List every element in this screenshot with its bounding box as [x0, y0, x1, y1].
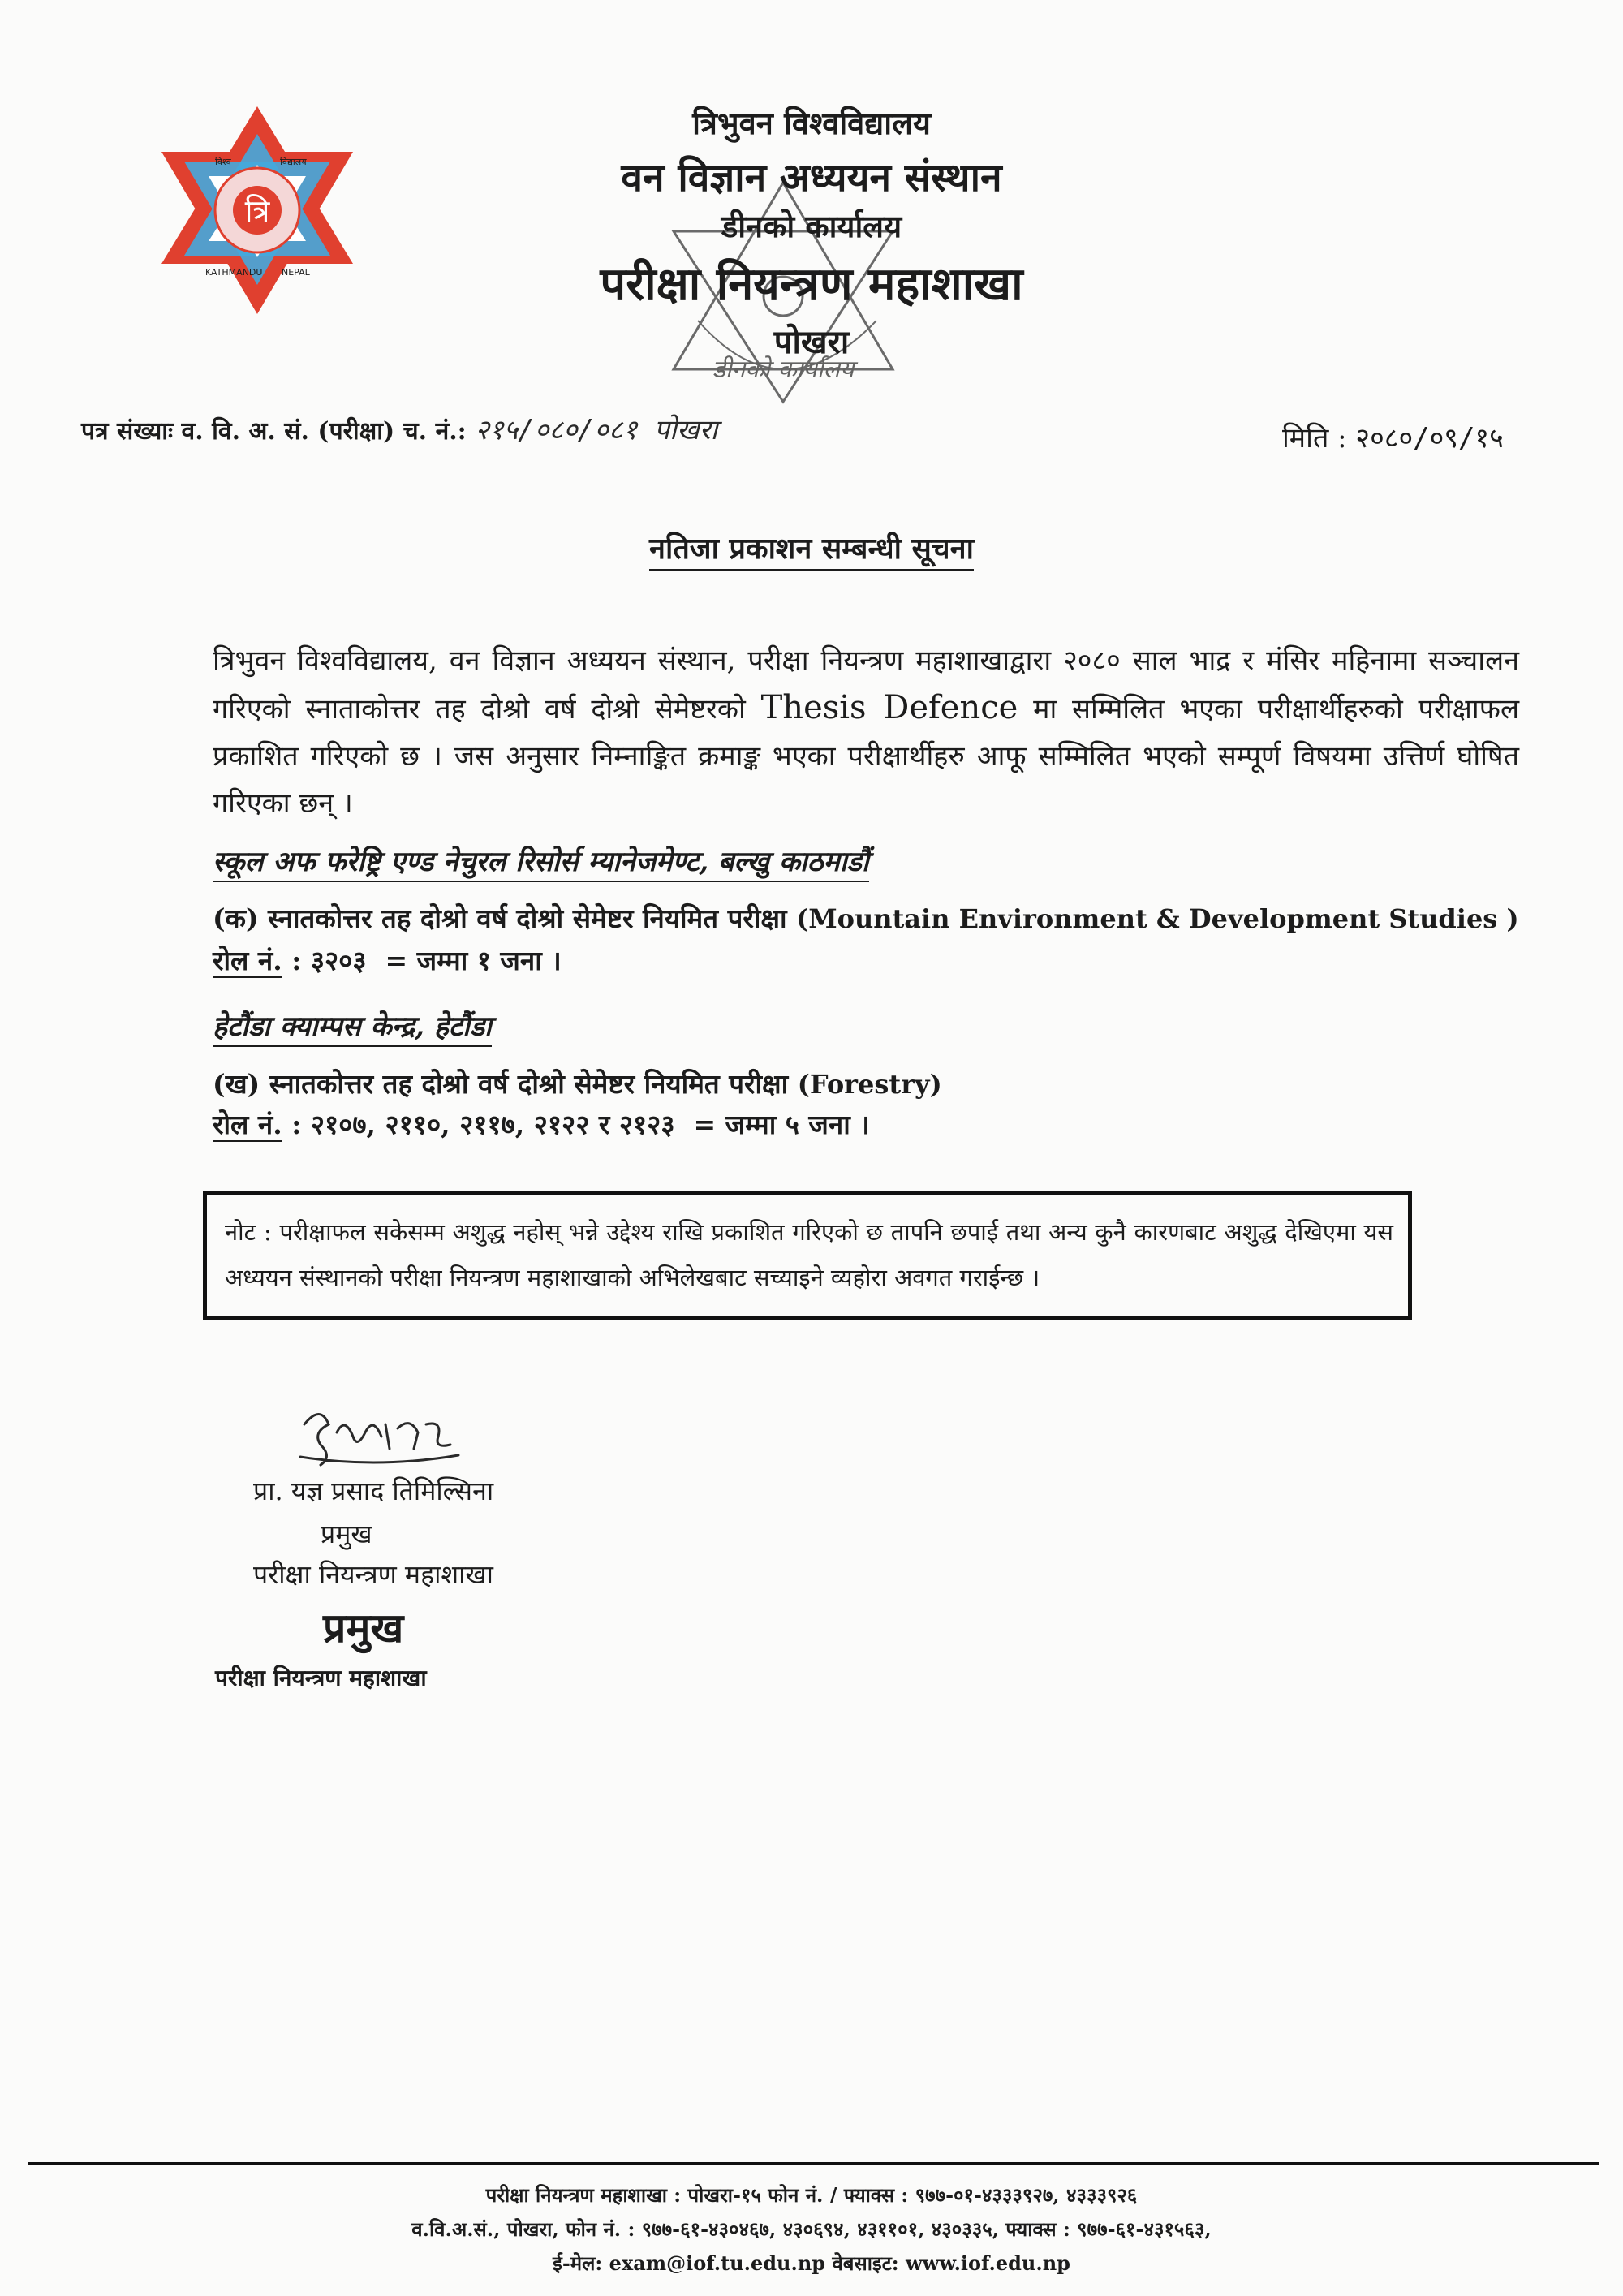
exam-line [213, 1065, 942, 1101]
svg-text:डीनको कार्यालय: डीनको कार्यालय [712, 355, 855, 384]
body-thesis-defence: Thesis Defence [760, 689, 1018, 726]
reference-number [81, 410, 717, 447]
section-heading [213, 1006, 492, 1044]
division-name: परीक्षा नियन्त्रण महाशाखा [600, 257, 1023, 311]
footer-contact-line: परीक्षा नियन्त्रण महाशाखा : पोखरा-१५ फोन नं. / फ्याक्स : ९७७-०१-४३३३९२७, ४३३३९२६ [485, 2183, 1138, 2207]
notice-body [213, 637, 1519, 827]
roll-label: रोल नं. [213, 1109, 282, 1140]
roll-line [213, 1105, 870, 1142]
exam-line [213, 899, 1519, 936]
logo-nepal-text: NEPAL [282, 267, 310, 278]
exam-name: (क) स्नातकोत्तर तह दोश्रो वर्ष दोश्रो सेमेष्टर नियमित परीक्षा [213, 902, 787, 934]
roll-numbers: : २१०७, २११०, २११७, २१२२ र २१२३ [291, 1109, 675, 1140]
roll-line [213, 941, 562, 978]
date-value: २०८०/०९/१५ [1355, 422, 1504, 454]
city-name: पोखरा [773, 323, 850, 361]
institute-name: वन विज्ञान अध्ययन संस्थान [621, 155, 1002, 200]
svg-text:विश्व: विश्व [215, 157, 231, 167]
section-heading-text: हेटौंडा क्याम्पस केन्द्र, हेटौंडा [213, 1010, 492, 1047]
roll-label: रोल नं. [213, 945, 282, 976]
notice-title [0, 528, 1623, 567]
note-text: नोट : परीक्षाफल सकेसम्म अशुद्ध नहोस् भन्ने उद्देश्य राखि प्रकाशित गरिएको छ तापनि छपाई तथा अन्य कुनै कारणबाट अशुद्ध देखिएमा यस अध्ययन संस्थानको परीक्षा नियन्त्रण महाशाखाको अभिलेखबाट सच्याइने व्यहोरा अवगत गराईन्छ । [225, 1218, 1393, 1291]
signatory-office: परीक्षा नियन्त्रण महाशाखा [253, 1559, 493, 1590]
seal-title: प्रमुख [323, 1605, 404, 1652]
svg-text:विद्यालय: विद्यालय [280, 157, 307, 167]
signatory-role: प्रमुख [321, 1518, 372, 1549]
roll-total: = जम्मा ५ जना । [693, 1109, 870, 1140]
program-name: (Forestry) [797, 1069, 942, 1100]
handwritten-signature-icon [296, 1400, 467, 1473]
notice-title-text: नतिजा प्रकाशन सम्बन्धी सूचना [649, 532, 974, 571]
footer-email-web: ई-मेल: exam@iof.tu.edu.np वेबसाइट: www.iof.edu.np [553, 2251, 1070, 2275]
exam-name: (ख) स्नातकोत्तर तह दोश्रो वर्ष दोश्रो सेमेष्टर नियमित परीक्षा [213, 1068, 789, 1100]
section-heading-text: स्कूल अफ फरेष्ट्रि एण्ड नेचुरल रिसोर्स म्यानेजमेण्ट, बल्खु काठमाडौं [213, 846, 869, 882]
signatory-name: प्रा. यज्ञ प्रसाद तिमिल्सिना [253, 1475, 494, 1506]
reference-value: २१५/०८०/०८१ पोखरा [475, 414, 718, 446]
logo-kathmandu-text: KATHMANDU [205, 267, 263, 278]
note-box [203, 1191, 1412, 1320]
dean-office: डीनको कार्यालय [721, 208, 902, 244]
section-heading [213, 842, 869, 879]
body-part-2: मा सम्मिलित भएका परीक्षार्थीहरुको परीक्षाफल प्रकाशित गरिएको छ । जस अनुसार निम्नाङ्कित क्रमाङ्क भएका परीक्षार्थीहरु आफू सम्मिलित भएको सम्पूर्ण विषयमा उत्तिर्ण घोषित गरिएका छन् । [213, 693, 1519, 820]
footer-divider [28, 2162, 1599, 2165]
date-label: मिति : [1282, 422, 1347, 454]
university-name: त्रिभुवन विश्वविद्यालय [692, 105, 931, 141]
footer-contact-line: व.वि.अ.सं., पोखरा, फोन नं. : ९७७-६१-४३०४६७, ४३०६९४, ४३११०१, ४३०३३५, फ्याक्स : ९७७-६१-४३१५६३, [411, 2217, 1212, 2241]
program-name: (Mountain Environment & Development Studies ) [796, 903, 1519, 934]
roll-numbers: : ३२०३ [291, 945, 367, 976]
svg-text:त्रि: त्रि [244, 193, 270, 229]
seal-office: परीक्षा नियन्त्रण महाशाखा [215, 1665, 427, 1691]
reference-label: पत्र संख्याः व. वि. अ. सं. (परीक्षा) च. नं.: [81, 417, 467, 446]
body-part-1: त्रिभुवन विश्वविद्यालय, वन विज्ञान अध्ययन संस्थान, परीक्षा नियन्त्रण महाशाखाद्वारा २०८० साल भाद्र र मंसिर महिनामा सञ्चालन गरिएको स्नाताकोत्तर तह दोश्रो वर्ष दोश्रो सेमेष्टरको [213, 644, 1519, 726]
letter-date [1282, 418, 1504, 455]
roll-total: = जम्मा १ जना । [385, 945, 562, 976]
